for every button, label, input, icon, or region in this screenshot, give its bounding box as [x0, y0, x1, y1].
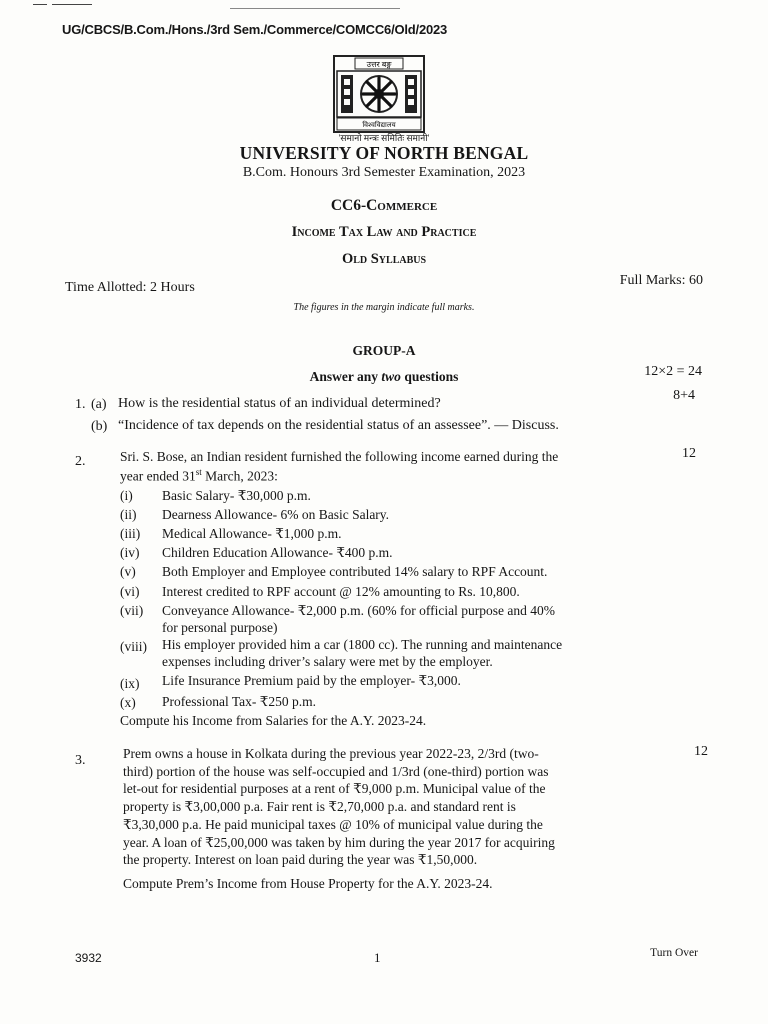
- list-item-label: (x): [120, 695, 136, 710]
- question-marks: 12: [682, 446, 696, 461]
- question-instruction: Compute his Income from Salaries for the A.Y. 2023-24.: [120, 713, 427, 728]
- sub-question-label: (b): [91, 419, 108, 434]
- list-item-label: (vi): [120, 584, 140, 599]
- scan-mark: [52, 4, 92, 5]
- list-item-label: (vii): [120, 603, 144, 618]
- list-item-label: (ix): [120, 676, 140, 691]
- turn-over-note: Turn Over: [650, 947, 698, 959]
- subject-name: Income Tax Law and Practice: [291, 224, 477, 240]
- question-number: 2.: [75, 454, 86, 469]
- university-name: UNIVERSITY OF NORTH BENGAL: [239, 143, 529, 163]
- list-item-text: expenses including driver’s salary were met by the employer.: [162, 654, 493, 669]
- list-item-label: (iv): [120, 545, 140, 560]
- question-text: Sri. S. Bose, an Indian resident furnished the following income earned during the: [120, 449, 559, 464]
- sub-question-label: (a): [91, 397, 107, 412]
- list-item-text: Basic Salary- ₹30,000 p.m.: [162, 488, 311, 503]
- list-item-label: (iii): [120, 526, 141, 541]
- list-item-text: Dearness Allowance- 6% on Basic Salary.: [162, 507, 390, 522]
- footer-code: 3932: [75, 951, 102, 965]
- university-crest-logo: [333, 55, 425, 133]
- logo-top-text: उत्तर बङ्ग: [366, 60, 392, 69]
- university-motto: 'समानो मन्त्रः समितिः समानी': [338, 133, 430, 143]
- time-allotted: Time Allotted: 2 Hours: [65, 280, 195, 295]
- paragraph-line: property is ₹3,00,000 p.a. Fair rent is ₹2,70,000 p.a. and standard rent is: [123, 799, 516, 815]
- question-text: “Incidence of tax depends on the residential status of an assessee”. — Discuss.: [118, 418, 559, 433]
- list-item-text: Professional Tax- ₹250 p.m.: [162, 694, 317, 709]
- list-item-label: (viii): [120, 639, 147, 654]
- paragraph-line: the property. Interest on loan paid during the year was ₹1,50,000.: [123, 852, 478, 868]
- scan-mark: [33, 4, 47, 5]
- paragraph-line: let-out for residential purposes at a rent of ₹9,000 p.m. Municipal value of the: [123, 781, 546, 797]
- question-marks: 12: [694, 744, 708, 759]
- question-text: How is the residential status of an individual determined?: [118, 396, 441, 411]
- instruction-emphasis: two: [381, 369, 401, 384]
- group-instruction: Answer any two questions: [309, 369, 459, 384]
- paragraph-line: third) portion of the house was self-occupied and 1/3rd (one-third) portion was: [123, 763, 549, 779]
- paper-code: UG/CBCS/B.Com./Hons./3rd Sem./Commerce/COMCC6/Old/2023: [62, 22, 448, 37]
- list-item-label: (i): [120, 488, 133, 503]
- page-number: 1: [374, 950, 381, 965]
- list-item-text: Children Education Allowance- ₹400 p.m.: [162, 545, 393, 560]
- question-number: 3.: [75, 753, 86, 768]
- list-item-text: Life Insurance Premium paid by the employer- ₹3,000.: [162, 673, 461, 688]
- question-text: year ended 31st March, 2023:: [120, 467, 278, 484]
- full-marks: Full Marks: 60: [619, 273, 703, 288]
- paragraph-line: ₹3,30,000 p.a. He paid municipal taxes @ 10% of municipal value during the: [123, 816, 543, 832]
- question-number: 1.: [75, 397, 86, 412]
- list-item-text: Conveyance Allowance- ₹2,000 p.m. (60% for official purpose and 40%: [162, 603, 555, 618]
- paper-name: CC6-Commerce: [330, 197, 438, 214]
- paragraph-line: Prem owns a house in Kolkata during the previous year 2022-23, 2/3rd (two-: [123, 746, 539, 761]
- logo-bottom-text: विश्वविद्यालय: [362, 121, 396, 129]
- exam-title: B.Com. Honours 3rd Semester Examination, 2023: [242, 165, 526, 180]
- syllabus-label: Old Syllabus: [341, 251, 427, 267]
- group-title: GROUP-A: [352, 343, 416, 358]
- list-item-text: Both Employer and Employee contributed 14% salary to RPF Account.: [162, 564, 548, 579]
- list-item-text: His employer provided him a car (1800 cc). The running and maintenance: [162, 637, 563, 652]
- list-item-text: Interest credited to RPF account @ 12% amounting to Rs. 10,800.: [162, 584, 520, 599]
- list-item-text: for personal purpose): [162, 620, 278, 635]
- list-item-label: (ii): [120, 507, 137, 522]
- question-marks: 8+4: [673, 388, 695, 403]
- group-marks: 12×2 = 24: [644, 364, 702, 379]
- question-paragraph: [123, 745, 633, 869]
- list-item-label: (v): [120, 564, 136, 579]
- margin-note: The figures in the margin indicate full marks.: [293, 302, 475, 313]
- question-instruction: Compute Prem’s Income from House Property for the A.Y. 2023-24.: [123, 876, 493, 891]
- list-item-text: Medical Allowance- ₹1,000 p.m.: [162, 526, 342, 541]
- paragraph-line: year. A loan of ₹25,00,000 was taken by him during the year 2017 for acquiring: [123, 834, 555, 850]
- scan-mark: [230, 8, 400, 9]
